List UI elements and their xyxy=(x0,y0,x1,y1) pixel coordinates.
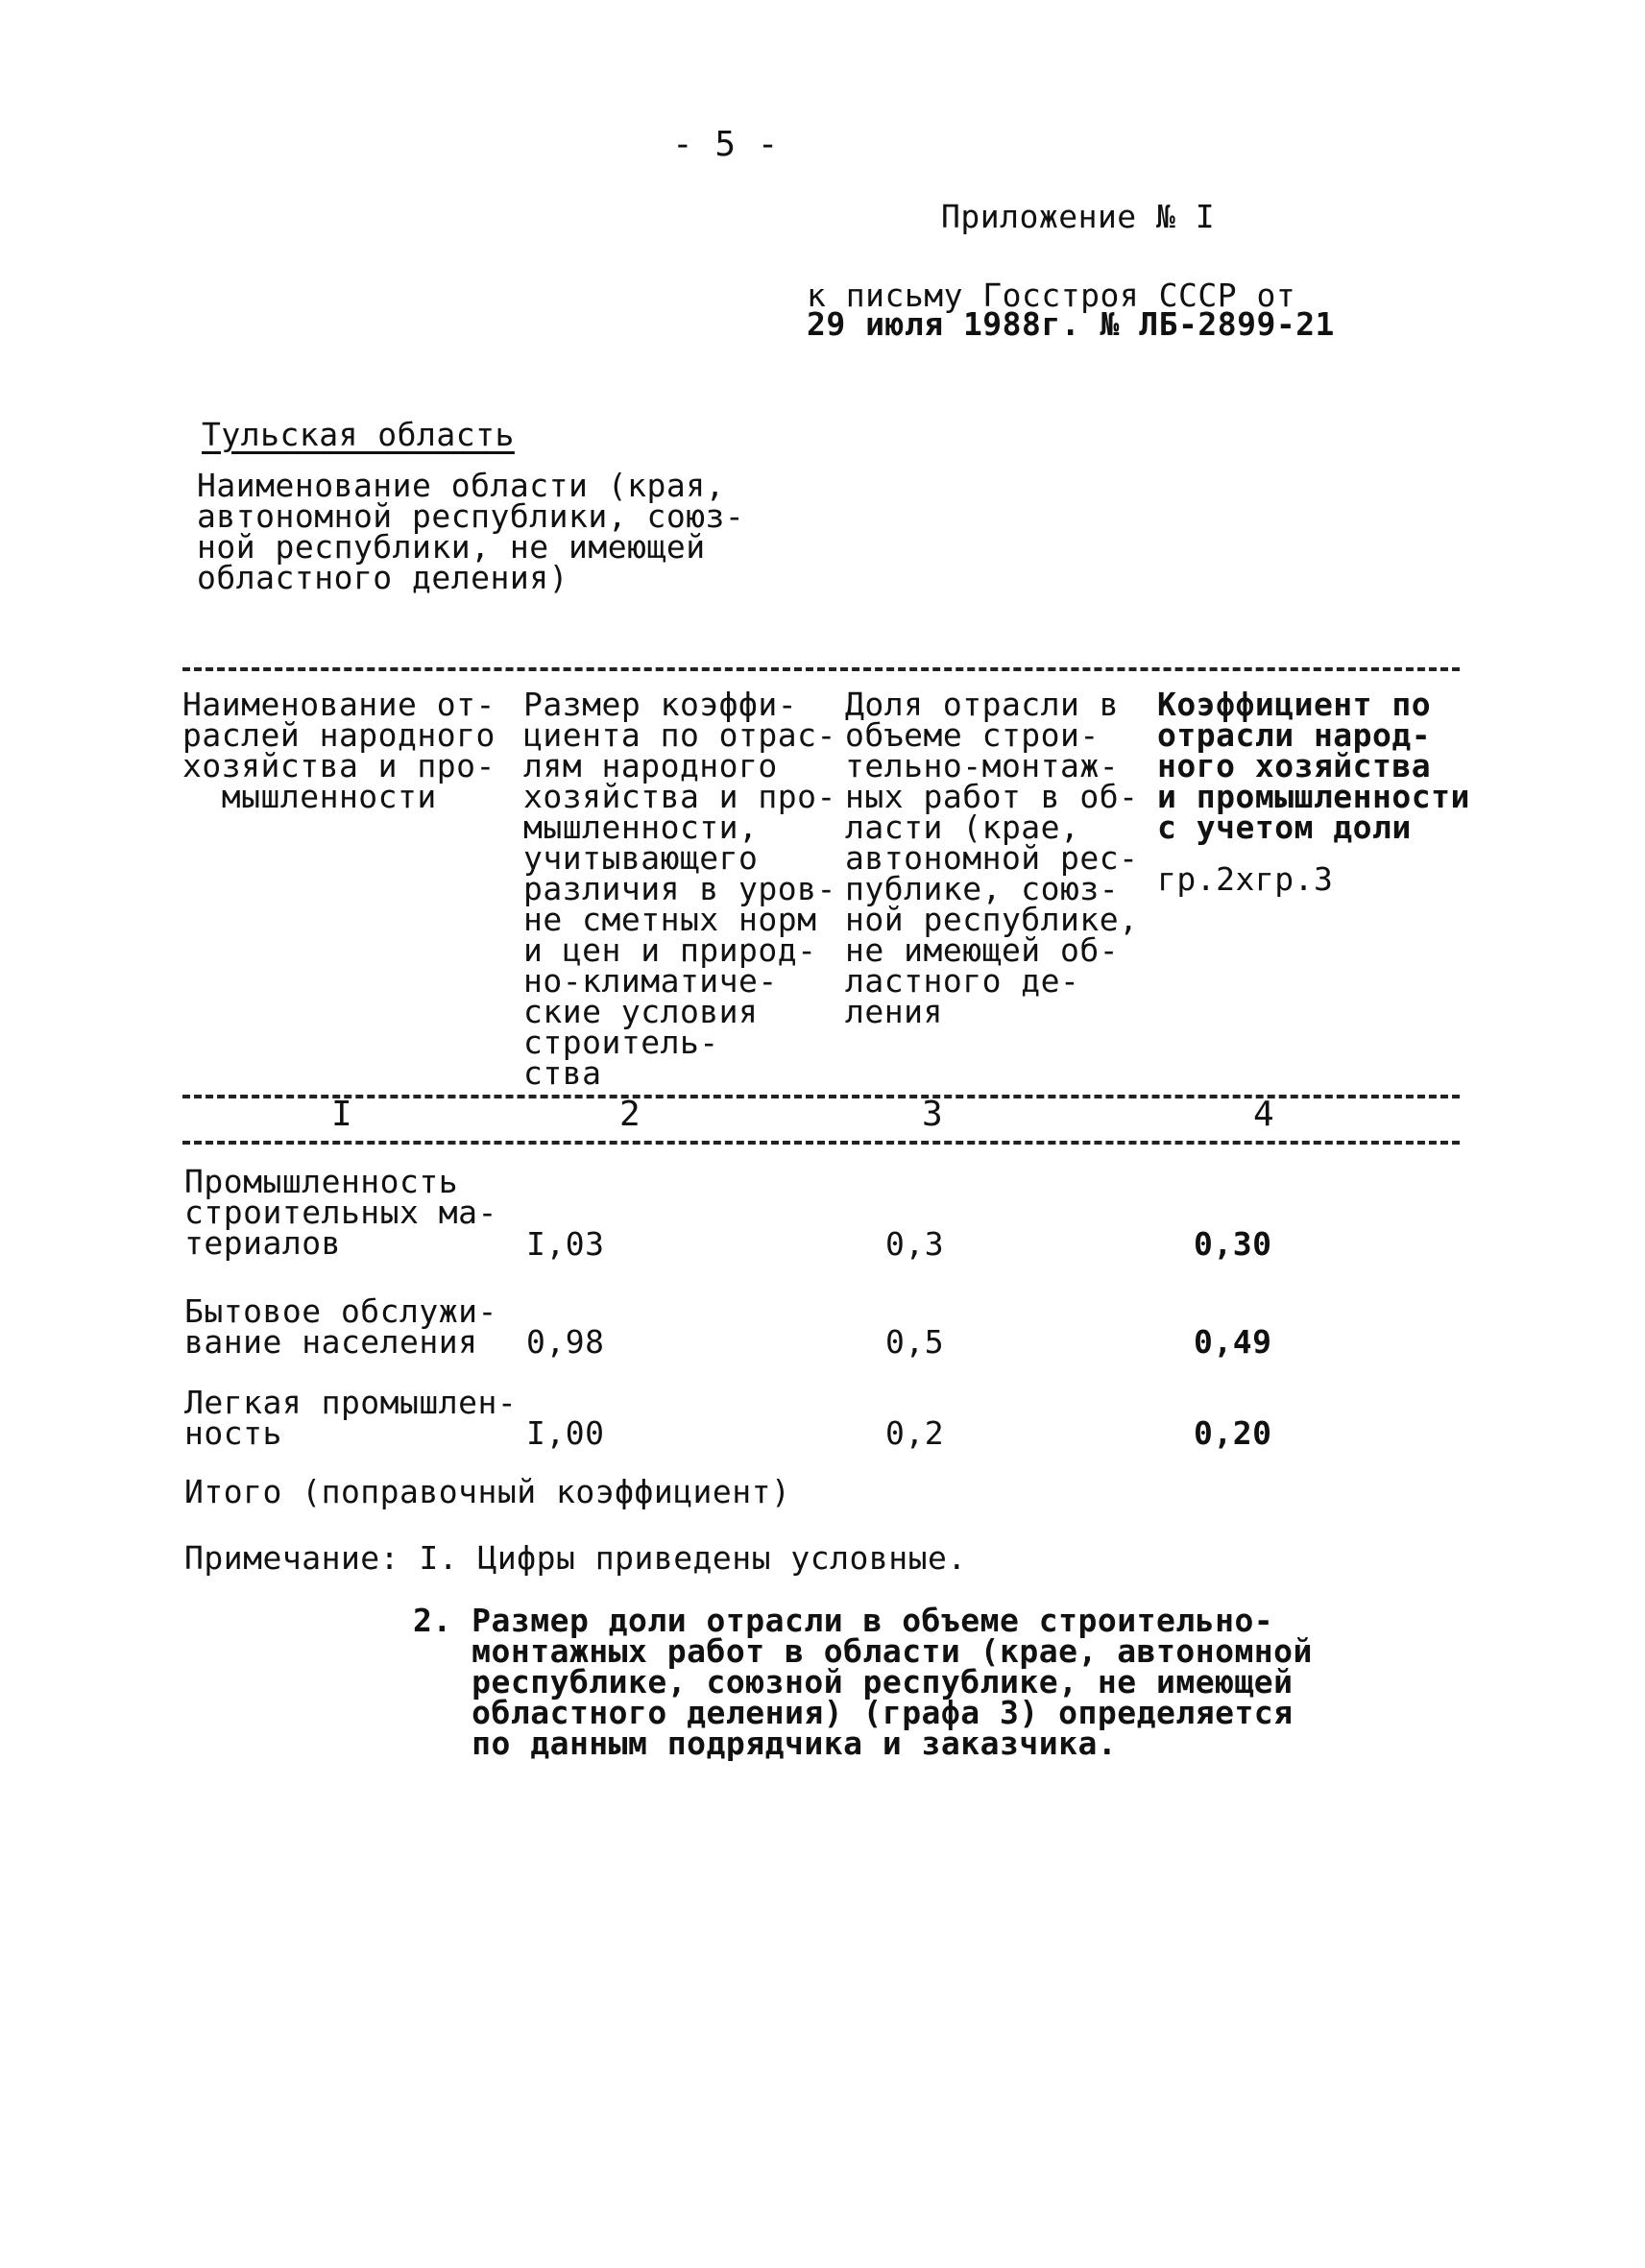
row-industry-name: Бытовое обслужи- вание населения xyxy=(184,1292,497,1361)
table-top-rule xyxy=(182,667,1460,671)
header-industry-coefficient: Коэффициент по отрасли народ- ного хозяйства и промышленности с учетом доли xyxy=(1157,686,1470,846)
header-industry-share: Доля отрасли в объеме строи- тельно-монтаж- ных работ в об- ласти (крае, автономной рес- публике, союз- ной республике, не имеющей об- ластного де- ления xyxy=(845,686,1139,1030)
row-share: 0,3 xyxy=(885,1225,945,1263)
row-industry-name: Легкая промышлен- ность xyxy=(184,1384,518,1452)
row-coefficient: I,03 xyxy=(526,1225,605,1263)
header-coefficient-size: Размер коэффи- циента по отрас- лям народного хозяйства и про- мышленности, учитывающего различия в уров- не сметных норм и цен и природ- но-климатиче- ские условия строитель- ства xyxy=(523,686,836,1092)
row-result: 0,30 xyxy=(1194,1225,1272,1263)
header-formula: гр.2хгр.3 xyxy=(1157,860,1334,898)
appendix-ref-line2: 29 июля 1988г. № ЛБ-2899-21 xyxy=(807,305,1335,343)
table-total-label: Итого (поправочный коэффициент) xyxy=(184,1473,791,1510)
row-share: 0,2 xyxy=(885,1414,945,1452)
row-coefficient: 0,98 xyxy=(526,1323,605,1361)
region-caption: Наименование области (края, автономной республики, союз- ной республики, не имеющей областного деления) xyxy=(197,467,745,596)
row-coefficient: I,00 xyxy=(526,1414,605,1452)
column-number-3: 3 xyxy=(922,1095,944,1134)
row-industry-name: Промышленность строительных ма- териалов xyxy=(184,1163,497,1262)
header-industry: Наименование от- раслей народного хозяйства и про- мышленности xyxy=(182,686,496,815)
appendix-ref-line1: к письму Госстроя СССР от xyxy=(807,277,1296,314)
row-result: 0,49 xyxy=(1194,1323,1272,1361)
column-number-2: 2 xyxy=(619,1095,641,1134)
note-1: Примечание: I. Цифры приведены условные. xyxy=(184,1539,967,1577)
column-number-rule-bottom xyxy=(182,1141,1460,1145)
row-share: 0,5 xyxy=(885,1323,945,1361)
page-number: - 5 - xyxy=(672,125,779,164)
row-result: 0,20 xyxy=(1194,1414,1272,1452)
appendix-title: Приложение № I xyxy=(941,198,1216,235)
column-number-4: 4 xyxy=(1253,1095,1275,1134)
column-number-1: I xyxy=(331,1095,353,1134)
region-name: Тульская область xyxy=(202,416,515,453)
note-2: 2. Размер доли отрасли в объеме строительно- монтажных работ в области (крае, автономной республике, союзной республике, не имеющей областного деления) (графа 3) определяется по данным подрядчика и заказчика. xyxy=(413,1602,1313,1762)
